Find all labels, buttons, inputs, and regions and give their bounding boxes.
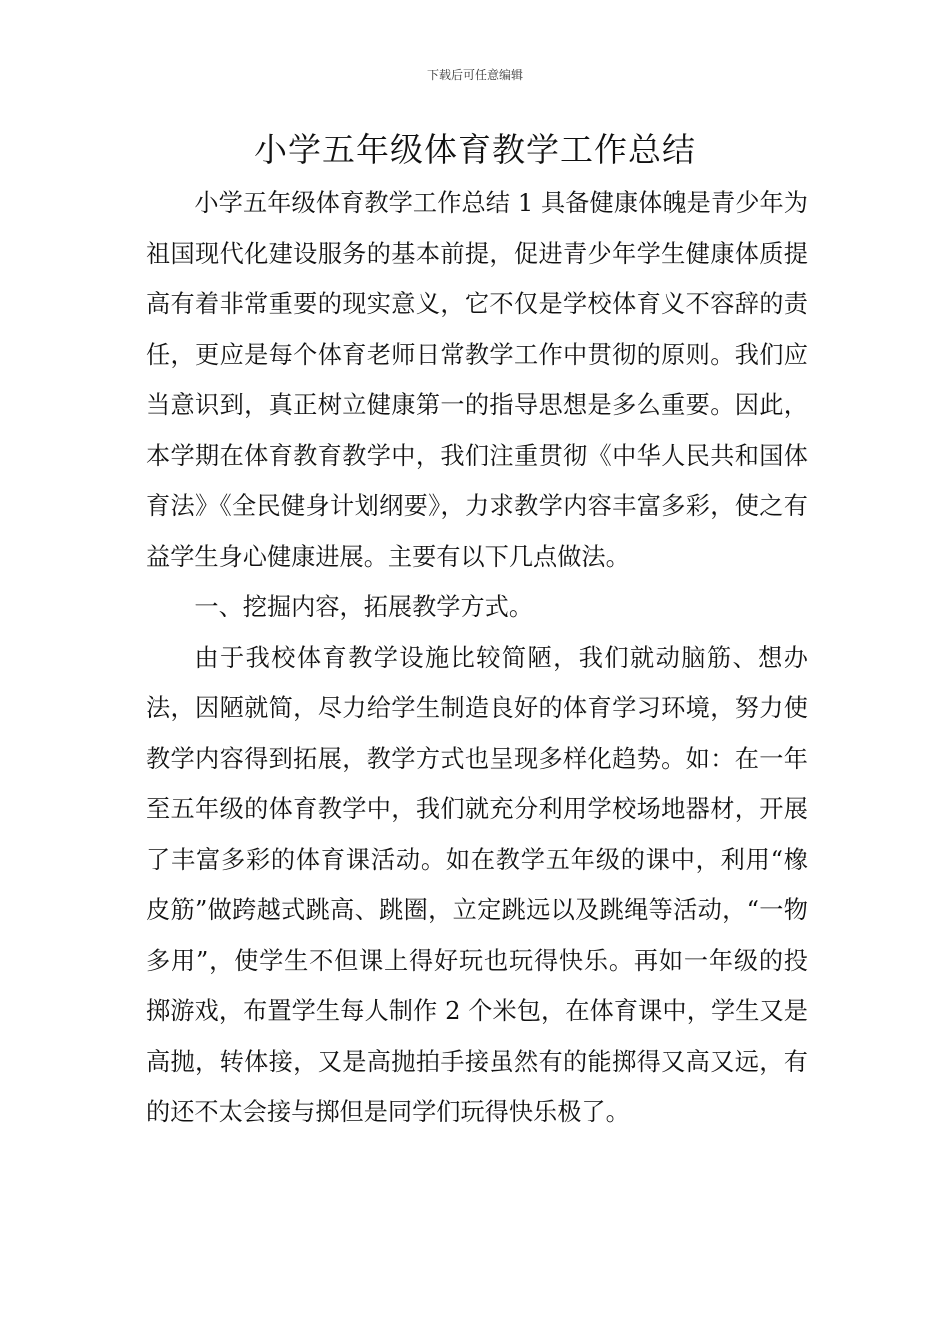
- paragraph-intro: 小学五年级体育教学工作总结 1 具备健康体魄是青少年为祖国现代化建设服务的基本前提，促进青少年学生健康体质提高有着非常重要的现实意义，它不仅是学校体育义不容辞的责任，更应是每个体育老师日常教学工作中贯彻的原则。我们应当意识到，真正树立健康第一的指导思想是多么重要。因此，本学期在体育教育教学中，我们注重贯彻《中华人民共和国体育法》《全民健身计划纲要》，力求教学内容丰富多彩，使之有益学生身心健康进展。主要有以下几点做法。: [146, 189, 808, 571]
- page-header-note: 下载后可任意编辑: [426, 68, 523, 82]
- document-title: 小学五年级体育教学工作总结: [254, 130, 696, 169]
- document-body: [146, 178, 808, 1138]
- section-heading-1: 一、挖掘内容，拓展教学方式。: [194, 593, 534, 621]
- paragraph-section-1: 由于我校体育教学设施比较简陋，我们就动脑筋、想办法，因陋就简，尽力给学生制造良好的体育学习环境，努力使教学内容得到拓展，教学方式也呈现多样化趋势。如：在一年至五年级的体育教学中，我们就充分利用学校场地器材，开展了丰富多彩的体育课活动。如在教学五年级的课中，利用“橡皮筋”做跨越式跳高、跳圈，立定跳远以及跳绳等活动，“一物多用”，使学生不但课上得好玩也玩得快乐。再如一年级的投掷游戏，布置学生每人制作 2 个米包，在体育课中，学生又是高抛，转体接，又是高抛拍手接虽然有的能掷得又高又远，有的还不太会接与掷但是同学们玩得快乐极了。: [146, 643, 808, 1126]
